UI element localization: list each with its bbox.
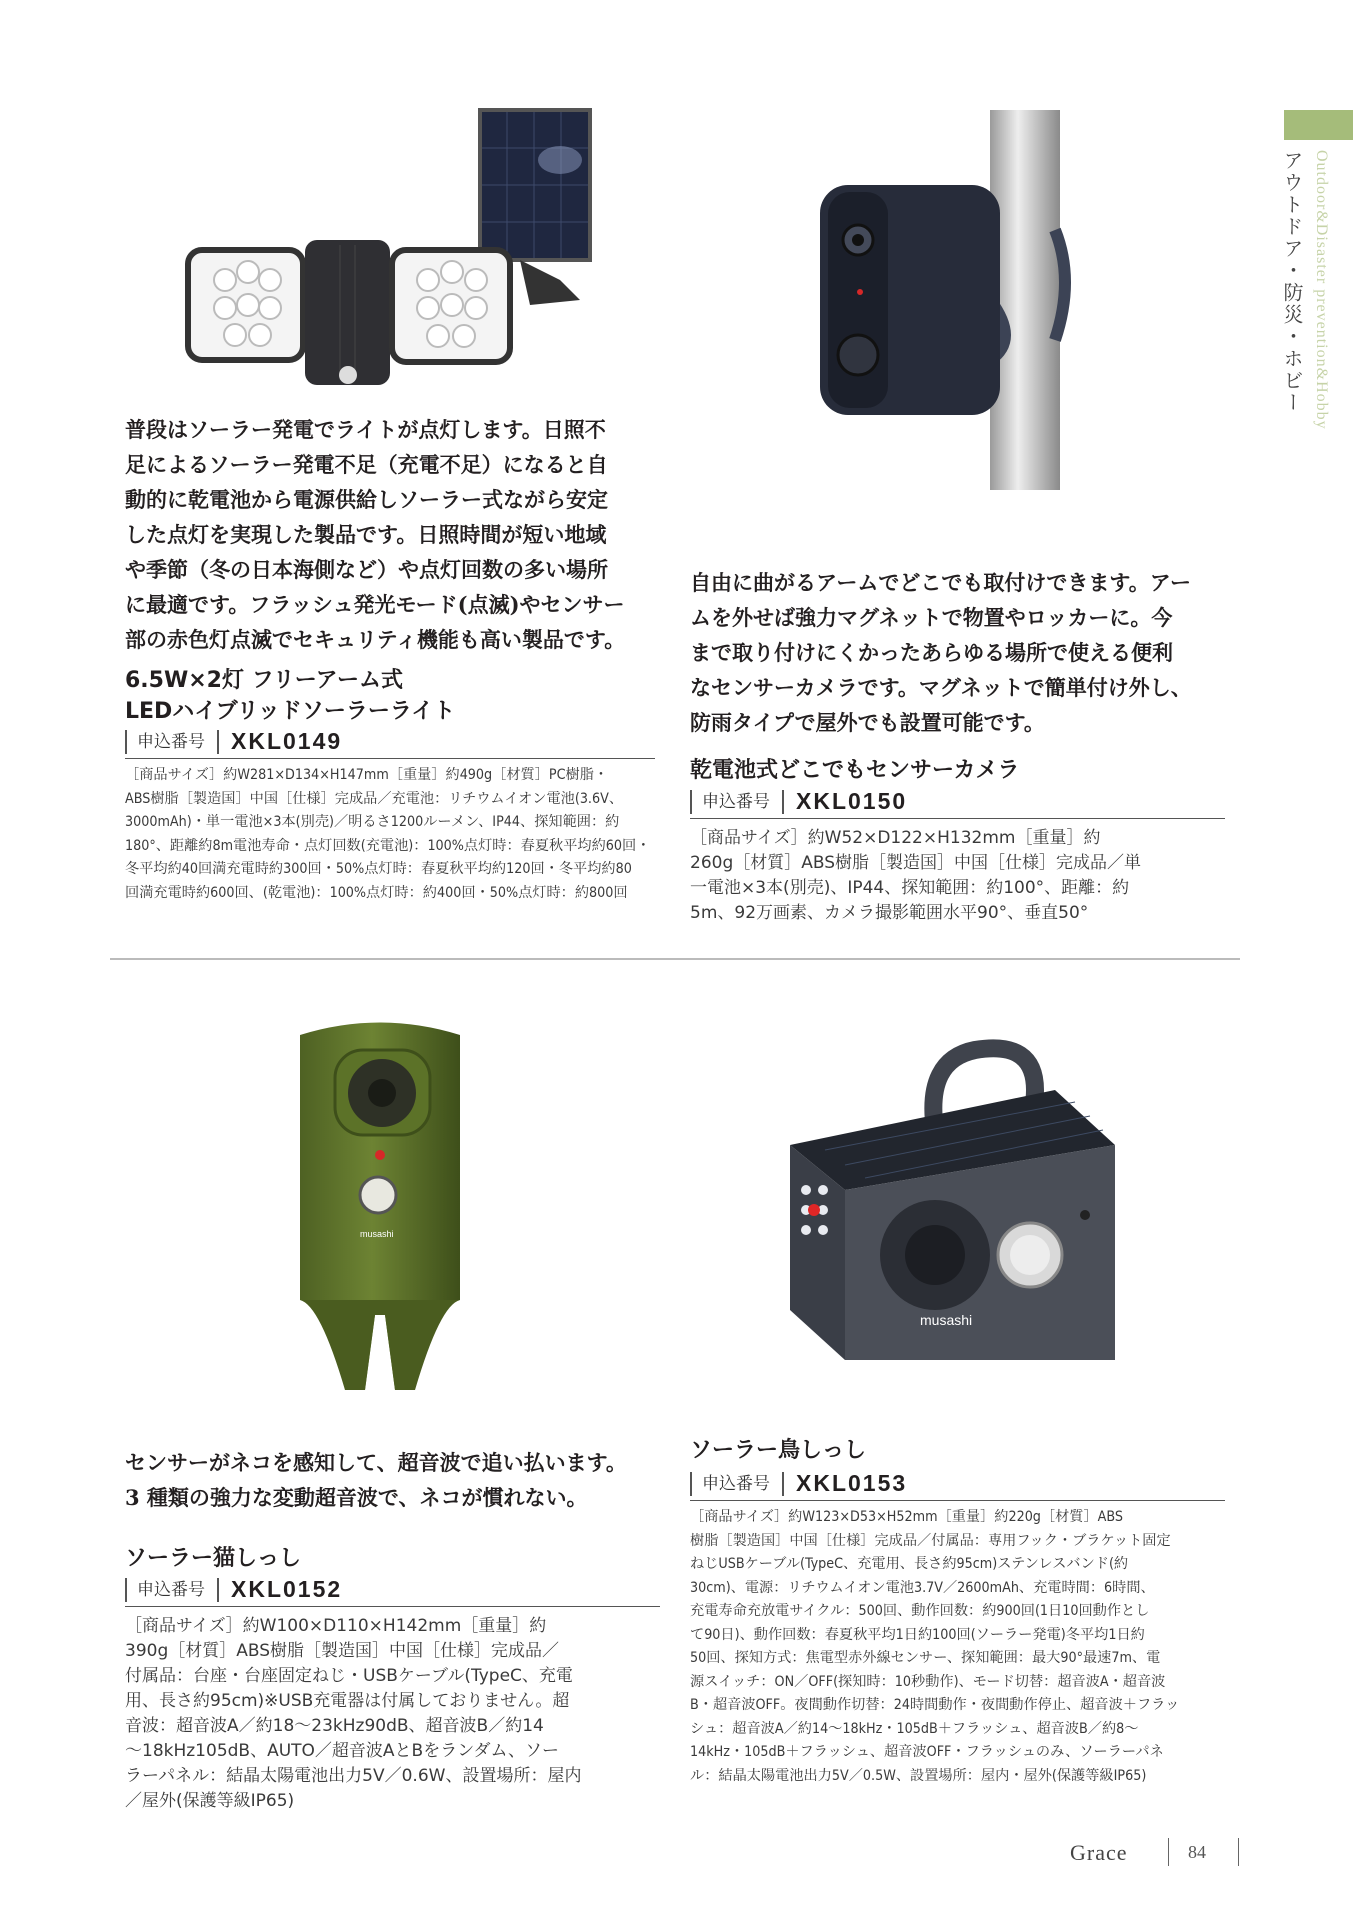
order-code: XKL0152 [231, 1576, 343, 1602]
product-image-cat-repeller [290, 1015, 470, 1405]
category-tab [1284, 110, 1353, 140]
order-code: XKL0149 [231, 728, 343, 754]
divider [125, 1578, 127, 1602]
description-line: 3 種類の強力な変動超音波で、ネコが慣れない。 [125, 1485, 588, 1510]
svg-text:musashi: musashi [920, 1312, 973, 1328]
spec-line: 一電池×3本(別売)、IP44、探知範囲：約100°、距離：約 [690, 878, 1130, 898]
spec-line: 3000mAh)・単一電池×3本(別売)／明るさ1200ルーメン、IP44、探知範囲：約 [125, 814, 620, 830]
title-line: 6.5W×2灯 フリーアーム式 [125, 668, 404, 693]
spec-line: ねじUSBケーブル(TypeC、充電用、長さ約95cm)ステンレスバンド(約 [690, 1556, 1129, 1572]
description-line: センサーがネコを感知して、超音波で追い払います。 [125, 1450, 627, 1475]
divider [690, 790, 692, 814]
description-line: まで取り付けにくかったあらゆる場所で使える便利 [690, 640, 1173, 665]
order-code-row [125, 1576, 660, 1607]
svg-text:musashi: musashi [360, 1229, 394, 1239]
product-title [125, 665, 665, 727]
spec-line: ～18kHz105dB、AUTO／超音波AとBをランダム、ソー [125, 1741, 560, 1761]
spec-line: シュ：超音波A／約14～18kHz・105dB＋フラッシュ、超音波B／約8～ [690, 1720, 1139, 1737]
product-spec [690, 1506, 1235, 1788]
spec-line: 回満充電時約600回、(乾電池)：100%点灯時：約400回・50%点灯時：約800回 [125, 884, 628, 901]
product-spec [125, 764, 665, 905]
spec-line: ［商品サイズ］約W123×D53×H52mm［重量］約220g［材質］ABS [690, 1509, 1124, 1525]
description-line: 防雨タイプで屋外でも設置可能です。 [690, 710, 1045, 735]
order-code-row [690, 1470, 1225, 1501]
spec-line: ABS樹脂［製造国］中国［仕様］完成品／充電池：リチウムイオン電池(3.6V、 [125, 790, 624, 807]
order-code-row [690, 788, 1225, 819]
order-code: XKL0153 [796, 1470, 908, 1496]
spec-line: 50回、探知方式：焦電型赤外線センサー、探知範囲：最大90°最速7m、電 [690, 1650, 1161, 1666]
category-label-jp: アウトドア・防災・ホビー [1280, 150, 1304, 414]
spec-line: 5m、92万画素、カメラ撮影範囲水平90°、垂直50° [690, 903, 1089, 923]
spec-line: 390g［材質］ABS樹脂［製造国］中国［仕様］完成品／ [125, 1641, 560, 1661]
footer-divider [1168, 1838, 1169, 1866]
product-description [690, 565, 1235, 740]
order-code-label: 申込番号 [137, 1578, 219, 1602]
spec-line: 180°、距離約8m電池寿命・点灯回数(充電池)：100%点灯時：春夏秋平均約60回・ [125, 837, 651, 854]
footer-divider [1238, 1838, 1239, 1866]
spec-line: 260g［材質］ABS樹脂［製造国］中国［仕様］完成品／単 [690, 853, 1142, 873]
product-image-sensor-camera [820, 110, 1080, 490]
page-number: 84 [1188, 1842, 1206, 1862]
product-description [125, 412, 665, 657]
spec-line: ラーパネル：結晶太陽電池出力5V／0.6W、設置場所：屋内 [125, 1766, 582, 1786]
product-image-solar-led-light [180, 100, 610, 400]
spec-line: ［商品サイズ］約W52×D122×H132mm［重量］約 [690, 828, 1101, 848]
spec-line: 用、長さ約95cm)※USB充電器は付属しておりません。超 [125, 1691, 570, 1711]
spec-line: 付属品：台座・台座固定ねじ・USBケーブル(TypeC、充電 [125, 1666, 573, 1686]
title-line: ソーラー鳥しっし [690, 1438, 867, 1463]
spec-line: B・超音波OFF。夜間動作切替：24時間動作・夜間動作停止、超音波＋フラッ [690, 1697, 1180, 1713]
divider [690, 1472, 692, 1496]
product-spec [125, 1614, 670, 1814]
title-line: LEDハイブリッドソーラーライト [125, 699, 456, 724]
product-spec [690, 826, 1235, 926]
product-title [690, 1435, 1235, 1466]
title-line: 乾電池式どこでもセンサーカメラ [690, 758, 1020, 783]
description-line: 普段はソーラー発電でライトが点灯します。日照不 [125, 417, 606, 442]
section-divider [110, 958, 1240, 960]
title-line: ソーラー猫しっし [125, 1546, 302, 1571]
spec-line: 冬平均約40回満充電時約300回・50%点灯時：春夏秋平均約120回・冬平均約80 [125, 861, 632, 877]
product-description [125, 1445, 670, 1515]
order-code-row [125, 728, 655, 759]
product-title [690, 755, 1235, 786]
brand-name: Grace [1070, 1840, 1128, 1865]
spec-line: て90日)、動作回数：春夏秋平均1日約100回(ソーラー発電)冬平均1日約 [690, 1626, 1145, 1643]
spec-line: 30cm)、電源：リチウムイオン電池3.7V／2600mAh、充電時間：6時間、 [690, 1579, 1155, 1596]
order-code: XKL0150 [796, 788, 908, 814]
description-line: に最適です。フラッシュ発光モード(点滅)やセンサー [125, 592, 625, 617]
divider [125, 730, 127, 754]
spec-line: ［商品サイズ］約W281×D134×H147mm［重量］約490g［材質］PC樹脂・ [125, 767, 609, 783]
description-line: や季節（冬の日本海側など）や点灯回数の多い場所 [125, 557, 608, 582]
description-line: 動的に乾電池から電源供給しソーラー式ながら安定 [125, 487, 608, 512]
description-line: なセンサーカメラです。マグネットで簡単付け外し、 [690, 675, 1192, 700]
spec-line: 14kHz・105dB＋フラッシュ、超音波OFF・フラッシュのみ、ソーラーパネ [690, 1744, 1164, 1760]
spec-line: 充電寿命充放電サイクル：500回、動作回数：約900回(1日10回動作とし [690, 1603, 1150, 1619]
spec-line: 樹脂［製造国］中国［仕様］完成品／付属品：専用フック・ブラケット固定 [690, 1532, 1171, 1549]
spec-line: 音波：超音波A／約18～23kHz90dB、超音波B／約14 [125, 1716, 544, 1736]
spec-line: ル：結晶太陽電池出力5V／0.5W、設置場所：屋内・屋外(保護等級IP65) [690, 1767, 1147, 1784]
product-title [125, 1543, 670, 1574]
description-line: 部の赤色灯点滅でセキュリティ機能も高い製品です。 [125, 627, 626, 652]
spec-line: ／屋外(保護等級IP65) [125, 1791, 295, 1811]
category-label-en: Outdoor&Disaster prevention&Hobby [1313, 150, 1330, 430]
order-code-label: 申込番号 [702, 790, 784, 814]
description-line: ムを外せば強力マグネットで物置やロッカーに。今 [690, 605, 1173, 630]
description-line: 自由に曲がるアームでどこでも取付けできます。アー [690, 570, 1192, 595]
description-line: 足によるソーラー発電不足（充電不足）になると自 [125, 452, 608, 477]
order-code-label: 申込番号 [702, 1472, 784, 1496]
order-code-label: 申込番号 [137, 730, 219, 754]
spec-line: 源スイッチ：ON／OFF(探知時：10秒動作)、モード切替：超音波A・超音波 [690, 1673, 1166, 1690]
product-image-bird-repeller [785, 1030, 1125, 1360]
spec-line: ［商品サイズ］約W100×D110×H142mm［重量］約 [125, 1616, 547, 1636]
description-line: した点灯を実現した製品です。日照時間が短い地域 [125, 522, 607, 547]
